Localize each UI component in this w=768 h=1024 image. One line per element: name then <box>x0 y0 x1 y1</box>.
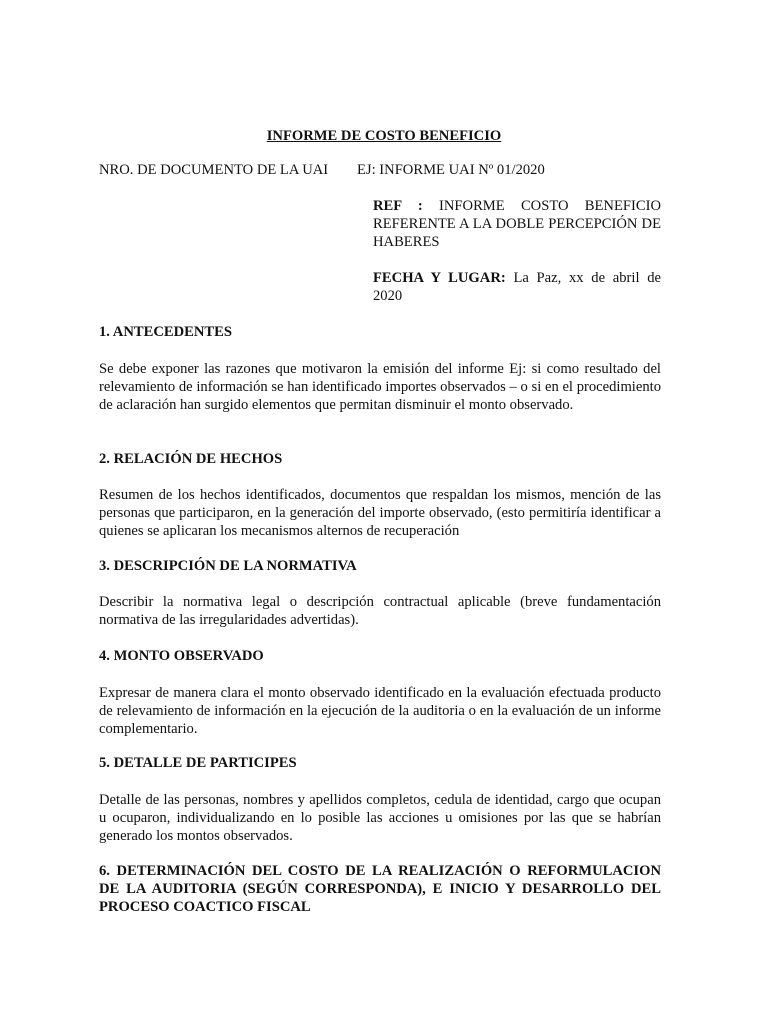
section-body-monto-observado: Expresar de manera clara el monto observado identificado en la evaluación efectuada producto de relevamiento de información en la ejecución de la auditoria o en la evaluación de un informe complementario. <box>99 685 661 737</box>
section-heading-relacion-hechos: 2. RELACIÓN DE HECHOS <box>99 451 283 467</box>
section-heading-determinacion-costo: 6. DETERMINACIÓN DEL COSTO DE LA REALIZACIÓN O REFORMULACION DE LA AUDITORIA (SEGÚN CORRESPONDA), E INICIO Y DESARROLLO DEL PROCESO COACTICO FISCAL <box>99 863 661 915</box>
date-place-label: FECHA Y LUGAR: <box>373 270 506 286</box>
section-body-normativa: Describir la normativa legal o descripción contractual aplicable (breve fundamentación normativa de las irregularidades advertidas). <box>99 594 661 628</box>
section-body-participes: Detalle de las personas, nombres y apellidos completos, cedula de identidad, cargo que ocupan u ocuparon, individualizando en lo posible las acciones u omisiones por las que se habrían generado los montos observados. <box>99 792 661 844</box>
section-heading-antecedentes: 1. ANTECEDENTES <box>99 324 233 340</box>
date-place-block <box>373 269 661 305</box>
section-heading-normativa: 3. DESCRIPCIÓN DE LA NORMATIVA <box>99 558 357 574</box>
section-heading-participes: 5. DETALLE DE PARTICIPES <box>99 755 297 771</box>
section-body-antecedentes: Se debe exponer las razones que motivaron la emisión del informe Ej: si como resultado del relevamiento de información se han identificado importes observados – o si en el procedimiento de aclaración han surgido elementos que permitan disminuir el monto observado. <box>99 361 661 413</box>
reference-label: REF : <box>373 198 423 214</box>
section-heading-monto-observado: 4. MONTO OBSERVADO <box>99 648 264 664</box>
document-title: INFORME DE COSTO BENEFICIO <box>266 128 502 144</box>
document-number-label: NRO. DE DOCUMENTO DE LA UAI <box>99 162 329 178</box>
document-number-line <box>99 161 699 179</box>
reference-text: INFORME COSTO BENEFICIO REFERENTE A LA DOBLE PERCEPCIÓN DE HABERES <box>373 198 661 250</box>
date-place-text: La Paz, xx de abril de 2020 <box>373 270 661 304</box>
document-number-value: EJ: INFORME UAI Nº 01/2020 <box>357 162 545 178</box>
reference-block <box>373 197 661 251</box>
section-body-relacion-hechos: Resumen de los hechos identificados, documentos que respaldan los mismos, mención de las personas que participaron, en la generación del importe observado, (esto permitiría identificar a quienes se aplicaran los mecanismos alternos de recuperación <box>99 487 661 539</box>
